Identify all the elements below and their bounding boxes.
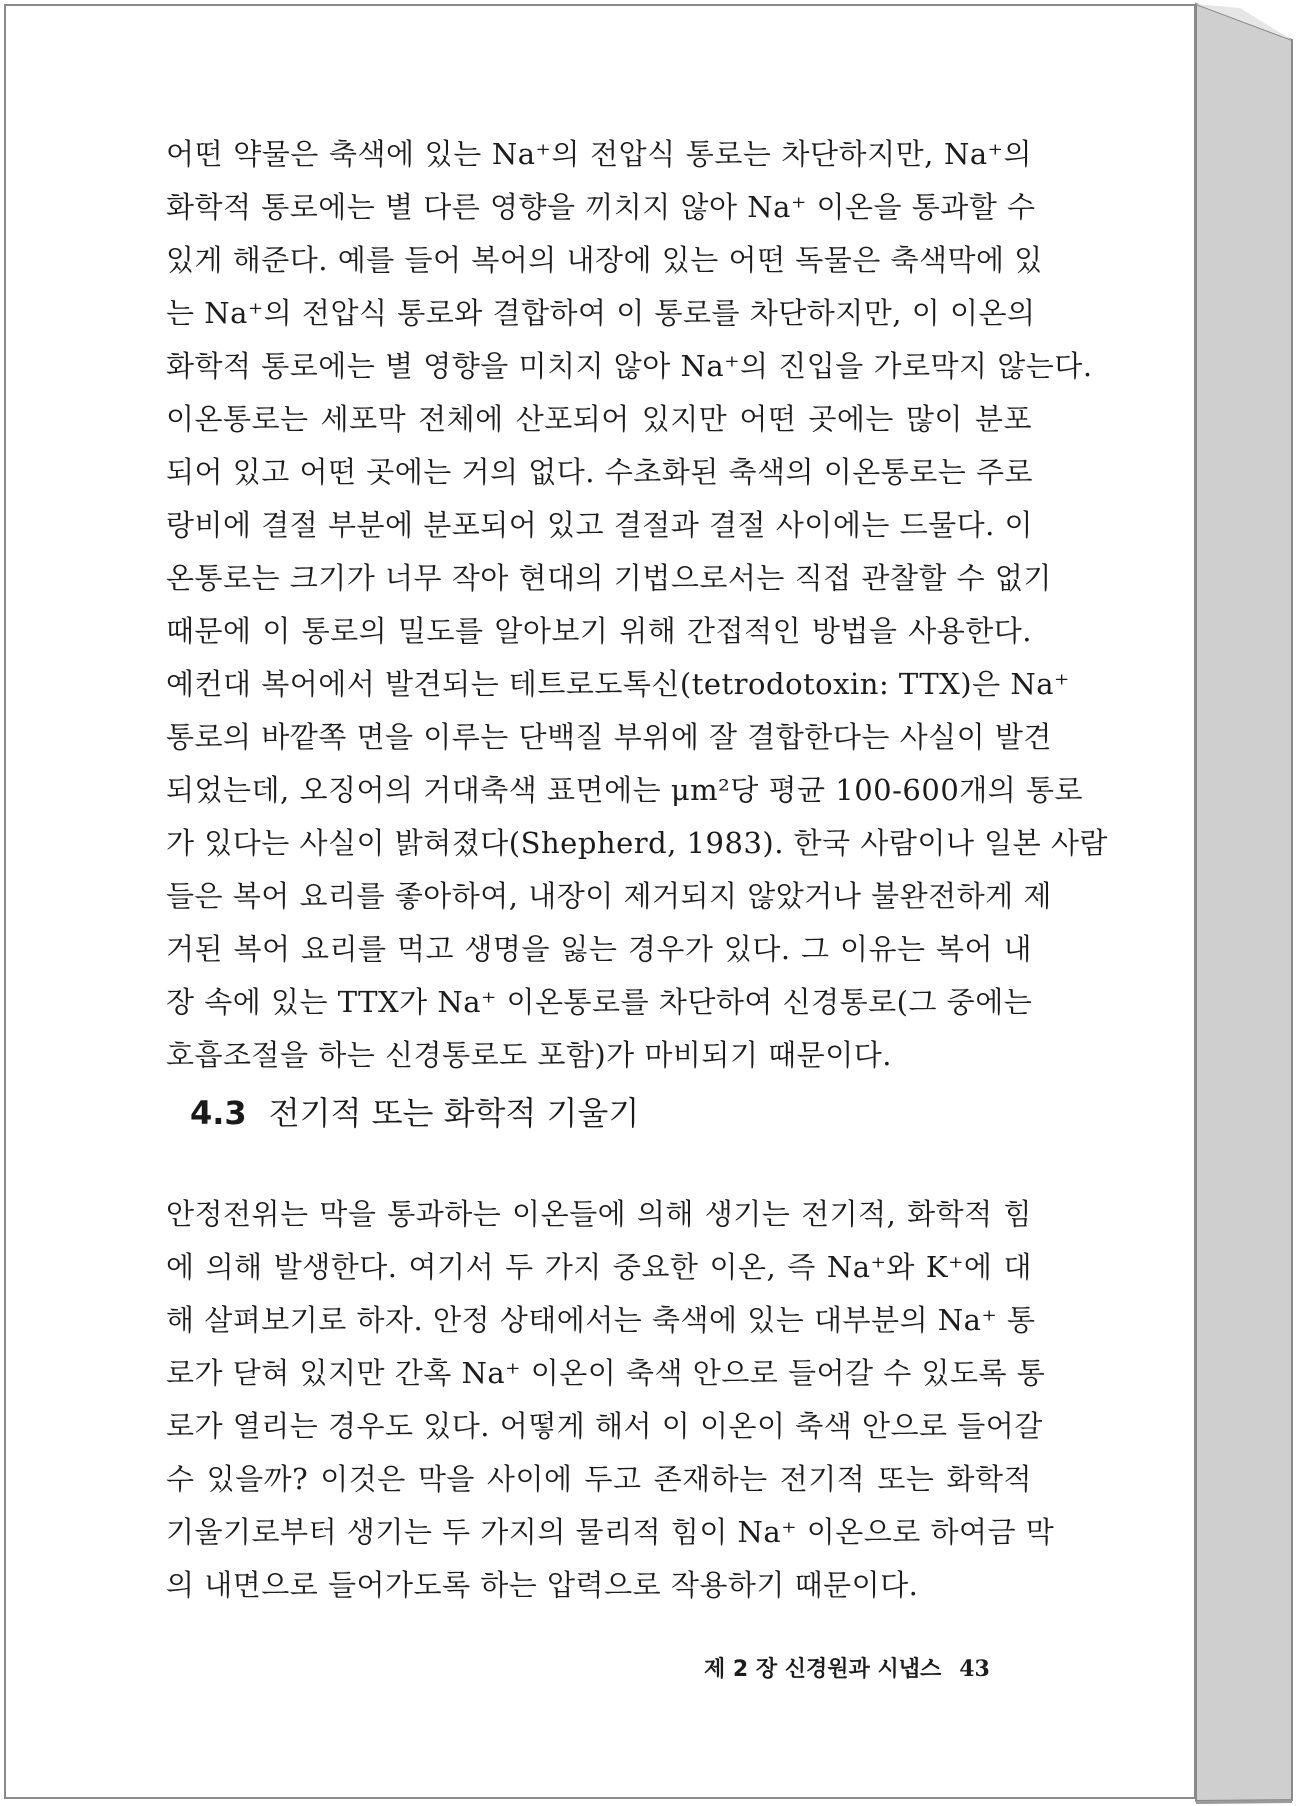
running-footer-chapter: 제 2 장 신경원과 시냅스 — [704, 1657, 942, 1682]
text-line: 는 Na⁺의 전압식 통로와 결합하여 이 통로를 차단하지만, 이 이온의 — [166, 296, 1036, 330]
text-line: 어떤 약물은 축색에 있는 Na⁺의 전압식 통로는 차단하지만, Na⁺의 — [166, 137, 1032, 171]
section-heading — [190, 1088, 639, 1134]
text-line: 가 있다는 사실이 밝혀졌다(Shepherd, 1983). 한국 사람이나 일본 사람 — [166, 826, 1108, 860]
text-line: 예컨대 복어에서 발견되는 테트로도톡신(tetrodotoxin: TTX)은 Na⁺ — [166, 667, 1070, 701]
page-number: 43 — [959, 1656, 990, 1682]
body-text-bottom — [166, 1188, 1055, 1612]
text-line: 화학적 통로에는 별 다른 영향을 끼치지 않아 Na⁺ 이온을 통과할 수 — [166, 190, 1036, 224]
section-number: 4.3 — [190, 1094, 247, 1132]
text-line: 기울기로부터 생기는 두 가지의 물리적 힘이 Na⁺ 이온으로 하여금 막 — [166, 1515, 1055, 1549]
text-line: 거된 복어 요리를 먹고 생명을 잃는 경우가 있다. 그 이유는 복어 내 — [166, 932, 1032, 966]
text-line: 되어 있고 어떤 곳에는 거의 없다. 수초화된 축색의 이온통로는 주로 — [166, 455, 1034, 489]
body-text-top — [166, 128, 1108, 1082]
text-line: 통로의 바깥쪽 면을 이루는 단백질 부위에 잘 결합한다는 사실이 발견 — [166, 720, 1052, 754]
text-line: 이온통로는 세포막 전체에 산포되어 있지만 어떤 곳에는 많이 분포 — [166, 402, 1032, 436]
text-line: 해 살펴보기로 하자. 안정 상태에서는 축색에 있는 대부분의 Na⁺ 통 — [166, 1303, 1036, 1337]
text-line: 로가 닫혀 있지만 간혹 Na⁺ 이온이 축색 안으로 들어갈 수 있도록 통 — [166, 1356, 1046, 1390]
text-line: 장 속에 있는 TTX가 Na⁺ 이온통로를 차단하여 신경통로(그 중에는 — [166, 985, 1033, 1019]
text-line: 화학적 통로에는 별 영향을 미치지 않아 Na⁺의 진입을 가로막지 않는다. — [166, 349, 1093, 383]
text-line: 의 내면으로 들어가도록 하는 압력으로 작용하기 때문이다. — [166, 1568, 919, 1602]
text-line: 로가 열리는 경우도 있다. 어떻게 해서 이 이온이 축색 안으로 들어갈 — [166, 1409, 1043, 1443]
text-line: 온통로는 크기가 너무 작아 현대의 기법으로서는 직접 관찰할 수 없기 — [166, 561, 1052, 595]
text-line: 수 있을까? 이것은 막을 사이에 두고 존재하는 전기적 또는 화학적 — [166, 1462, 1032, 1496]
text-line: 있게 해준다. 예를 들어 복어의 내장에 있는 어떤 독물은 축색막에 있 — [166, 243, 1043, 277]
text-line: 들은 복어 요리를 좋아하여, 내장이 제거되지 않았거나 불완전하게 제 — [166, 879, 1052, 913]
section-title: 전기적 또는 화학적 기울기 — [268, 1094, 640, 1132]
text-line: 안정전위는 막을 통과하는 이온들에 의해 생기는 전기적, 화학적 힘 — [166, 1197, 1032, 1231]
page-footer — [704, 1652, 990, 1683]
text-line: 에 의해 발생한다. 여기서 두 가지 중요한 이온, 즉 Na⁺와 K⁺에 대 — [166, 1250, 1032, 1284]
text-line: 되었는데, 오징어의 거대축색 표면에는 μm²당 평균 100-600개의 통로 — [166, 773, 1084, 807]
text-line: 랑비에 결절 부분에 분포되어 있고 결절과 결절 사이에는 드물다. 이 — [166, 508, 1034, 542]
text-line: 때문에 이 통로의 밀도를 알아보기 위해 간접적인 방법을 사용한다. — [166, 614, 1032, 648]
text-line: 호흡조절을 하는 신경통로도 포함)가 마비되기 때문이다. — [166, 1038, 892, 1072]
